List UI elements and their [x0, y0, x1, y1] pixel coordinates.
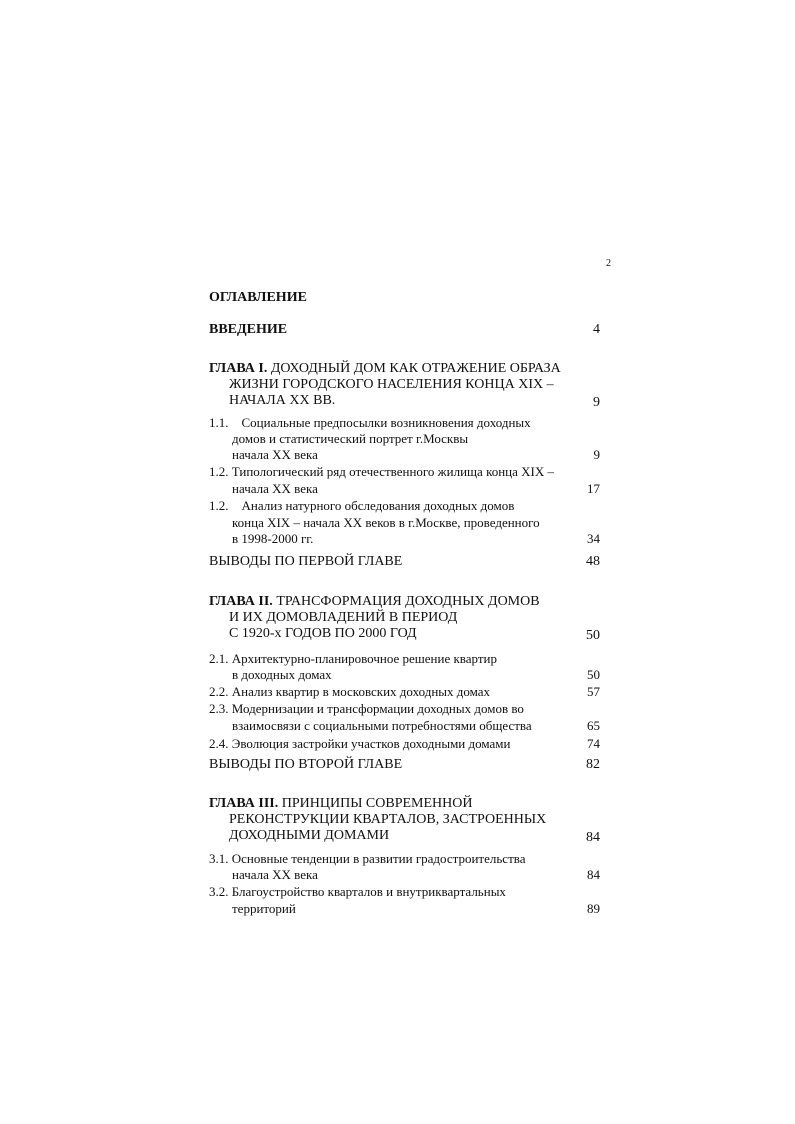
- page-number: 2: [606, 258, 611, 269]
- section-2-3-page: 65: [587, 718, 600, 733]
- toc-section-1-3[interactable]: [209, 498, 514, 514]
- chapter-3-page: 84: [586, 830, 600, 845]
- section-3-1-line-1: Основные тенденции в развитии градостроительства: [231, 851, 526, 866]
- toc-section-1-1[interactable]: [209, 415, 531, 431]
- chapter-1-title-line-1: ДОХОДНЫЙ ДОМ КАК ОТРАЖЕНИЕ ОБРАЗА: [270, 361, 561, 376]
- section-1-3-page: 34: [587, 531, 600, 546]
- section-1-1-line-3: начала XX века: [232, 447, 318, 462]
- chapter-1-page: 9: [593, 395, 600, 410]
- section-2-1-line-2: в доходных домах: [232, 667, 332, 682]
- section-2-1-number: 2.1.: [209, 651, 229, 666]
- toc-chapter-1-conclusion[interactable]: ВЫВОДЫ ПО ПЕРВОЙ ГЛАВЕ: [209, 554, 403, 569]
- section-2-4-line-1: Эволюция застройки участков доходными домами: [231, 736, 511, 751]
- section-1-1-line-2: домов и статистический портрет г.Москвы: [232, 431, 469, 446]
- chapter-3-prefix: ГЛАВА III.: [209, 796, 279, 811]
- section-3-1-line-2: начала XX века: [232, 867, 318, 882]
- section-3-2-line-1: Благоустройство кварталов и внутриквартальных: [231, 884, 506, 899]
- chapter-2-title-line-1: ТРАНСФОРМАЦИЯ ДОХОДНЫХ ДОМОВ: [276, 594, 540, 609]
- toc-chapter-1-title[interactable]: [209, 361, 561, 377]
- chapter-2-title-line-2: И ИХ ДОМОВЛАДЕНИЙ В ПЕРИОД: [229, 610, 458, 625]
- section-1-2-line-2: начала XX века: [232, 481, 318, 496]
- chapter-3-title-line-3: ДОХОДНЫМИ ДОМАМИ: [229, 828, 390, 843]
- toc-section-3-2[interactable]: [209, 884, 506, 900]
- chapter-3-title-line-2: РЕКОНСТРУКЦИИ КВАРТАЛОВ, ЗАСТРОЕННЫХ: [229, 812, 547, 827]
- toc-intro[interactable]: ВВЕДЕНИЕ: [209, 322, 288, 337]
- section-3-1-number: 3.1.: [209, 851, 229, 866]
- toc-chapter-2-conclusion[interactable]: ВЫВОДЫ ПО ВТОРОЙ ГЛАВЕ: [209, 757, 403, 772]
- section-2-2-page: 57: [587, 684, 600, 699]
- chapter-1-conclusion-page: 48: [586, 554, 600, 569]
- toc-section-1-2[interactable]: [209, 464, 554, 480]
- section-3-1-page: 84: [587, 867, 600, 882]
- toc-section-2-3[interactable]: [209, 701, 524, 717]
- section-1-1-number: 1.1.: [209, 415, 229, 430]
- chapter-2-page: 50: [586, 628, 600, 643]
- chapter-1-prefix: ГЛАВА I.: [209, 361, 268, 376]
- toc-section-3-1[interactable]: [209, 851, 525, 867]
- section-2-4-number: 2.4.: [209, 736, 229, 751]
- section-2-4-page: 74: [587, 736, 600, 751]
- section-2-3-line-2: взаимосвязи с социальными потребностями общества: [232, 718, 532, 733]
- toc-section-2-1[interactable]: [209, 651, 497, 667]
- section-1-1-line-1: Социальные предпосылки возникновения доходных: [241, 415, 531, 430]
- section-2-3-line-1: Модернизации и трансформации доходных домов во: [231, 701, 524, 716]
- section-1-1-page: 9: [593, 447, 600, 462]
- section-3-2-line-2: территорий: [232, 901, 296, 916]
- section-3-2-number: 3.2.: [209, 884, 229, 899]
- section-1-2-line-1: Типологический ряд отечественного жилища конца XIX –: [231, 464, 555, 479]
- section-2-3-number: 2.3.: [209, 701, 229, 716]
- chapter-2-conclusion-page: 82: [586, 757, 600, 772]
- chapter-1-title-line-2: ЖИЗНИ ГОРОДСКОГО НАСЕЛЕНИЯ КОНЦА XIX –: [229, 377, 554, 392]
- section-2-2-line-1: Анализ квартир в московских доходных домах: [231, 684, 491, 699]
- toc-chapter-2-title[interactable]: [209, 594, 540, 610]
- toc-title: ОГЛАВЛЕНИЕ: [209, 290, 307, 305]
- toc-section-2-2[interactable]: [209, 684, 490, 700]
- section-2-1-line-1: Архитектурно-планировочное решение квартир: [231, 651, 498, 666]
- section-1-3-line-1: Анализ натурного обследования доходных домов: [241, 498, 515, 513]
- section-1-2-number: 1.2.: [209, 464, 229, 479]
- chapter-1-title-line-3: НАЧАЛА XX ВВ.: [229, 393, 336, 408]
- chapter-2-prefix: ГЛАВА II.: [209, 594, 273, 609]
- section-2-1-page: 50: [587, 667, 600, 682]
- section-1-2-page: 17: [587, 481, 600, 496]
- toc-chapter-3-title[interactable]: [209, 796, 472, 812]
- chapter-2-title-line-3: С 1920-х ГОДОВ ПО 2000 ГОД: [229, 626, 417, 641]
- chapter-3-title-line-1: ПРИНЦИПЫ СОВРЕМЕННОЙ: [281, 796, 473, 811]
- section-3-2-page: 89: [587, 901, 600, 916]
- section-1-3-line-3: в 1998-2000 гг.: [232, 531, 314, 546]
- section-1-3-number: 1.2.: [209, 498, 229, 513]
- section-1-3-line-2: конца XIX – начала XX веков в г.Москве, проведенного: [232, 515, 540, 530]
- toc-intro-page: 4: [593, 322, 600, 337]
- toc-section-2-4[interactable]: [209, 736, 510, 752]
- section-2-2-number: 2.2.: [209, 684, 229, 699]
